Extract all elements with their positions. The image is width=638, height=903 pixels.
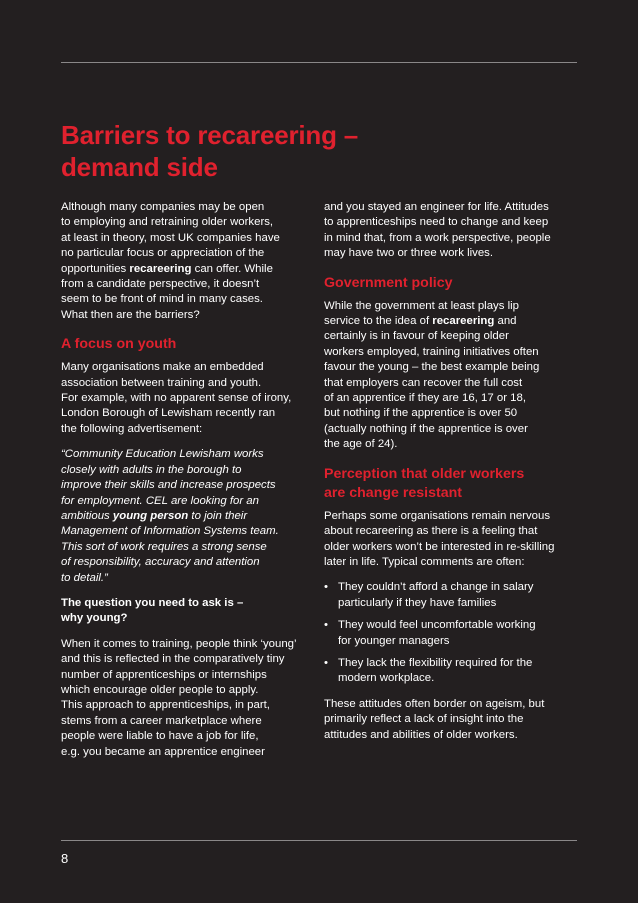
text-line: which encourage older people to apply.	[61, 683, 259, 696]
text-line: For example, with no apparent sense of irony,	[61, 392, 292, 405]
advert-quote	[61, 447, 318, 586]
text-run: service to the idea of	[324, 315, 433, 328]
text-line: seem to be front of mind in many cases.	[61, 293, 263, 306]
text-line	[324, 314, 581, 329]
text-line: attitudes and abilities of older workers.	[324, 728, 518, 741]
text-line: This sort of work requires a strong sense	[61, 540, 267, 553]
text-line: about recareering as there is a feeling that	[324, 525, 538, 538]
text-line: When it comes to training, people think ‘young’	[61, 637, 297, 650]
text-line: They couldn’t afford a change in salary	[338, 581, 534, 594]
title-line: demand side	[61, 152, 218, 182]
page-title	[61, 119, 581, 183]
text-line: What then are the barriers?	[61, 308, 200, 321]
text-line: association between training and youth.	[61, 376, 262, 389]
text-line	[61, 262, 318, 277]
comments-list	[324, 580, 581, 686]
text-line: primarily reflect a lack of insight into the	[324, 713, 524, 726]
text-line: closely with adults in the borough to	[61, 463, 242, 476]
list-item	[324, 580, 581, 611]
bullet-icon: •	[324, 619, 328, 632]
text-line: and this is reflected in the comparatively tiny	[61, 653, 285, 666]
text-line: Although many companies may be open	[61, 201, 265, 213]
text-line: to apprenticeships need to change and keep	[324, 216, 549, 229]
text-run: opportunities	[61, 262, 130, 275]
continued-paragraph	[324, 200, 581, 262]
text-line: in mind that, from a work perspective, people	[324, 231, 551, 244]
text-run: and	[494, 315, 517, 328]
left-column	[61, 200, 318, 770]
text-line: particularly if they have families	[338, 596, 497, 609]
text-line: Perhaps some organisations remain nervous	[324, 509, 551, 522]
text-line: “Community Education Lewisham works	[61, 448, 264, 461]
text-run: to join their	[188, 509, 248, 522]
text-line: stems from a career marketplace where	[61, 714, 262, 727]
text-line: Management of Information Systems team.	[61, 525, 279, 538]
text-line: modern workplace.	[338, 672, 435, 685]
text-run: ambitious	[61, 509, 113, 522]
text-line: to employing and retraining older workers,	[61, 216, 274, 229]
text-line: These attitudes often border on ageism, but	[324, 697, 545, 710]
question-subheading	[61, 596, 318, 627]
intro-paragraph	[61, 200, 318, 323]
title-line: Barriers to recareering –	[61, 120, 359, 150]
text-line: (actually nothing if the apprentice is over	[324, 422, 528, 435]
closing-paragraph	[324, 697, 581, 743]
text-line: and you stayed an engineer for life. Attitudes	[324, 201, 549, 213]
text-line	[61, 509, 318, 524]
emphasis-young-person: young person	[112, 509, 189, 522]
text-line: later in life. Typical comments are often:	[324, 555, 525, 568]
list-item	[324, 618, 581, 649]
youth-paragraph	[61, 360, 318, 437]
text-line: that employers can recover the full cost	[324, 376, 523, 389]
text-line: number of apprenticeships or internships	[61, 668, 267, 681]
text-line: They would feel uncomfortable working	[338, 619, 536, 632]
perception-paragraph	[324, 509, 581, 571]
text-line: The question you need to ask is –	[61, 596, 244, 609]
text-line: favour the young – the best example being	[324, 361, 540, 374]
text-line: to detail.”	[61, 571, 108, 584]
text-line: no particular focus or appreciation of the	[61, 247, 265, 260]
right-column	[324, 200, 581, 753]
heading-line: Perception that older workers	[324, 465, 525, 482]
text-line: for younger managers	[338, 634, 450, 647]
text-line: e.g. you became an apprentice engineer	[61, 745, 265, 758]
text-line: the following advertisement:	[61, 422, 203, 435]
heading-line: are change resistant	[324, 484, 462, 501]
text-line: While the government at least plays lip	[324, 299, 520, 312]
text-line: for employment. CEL are looking for an	[61, 494, 259, 507]
text-line: of an apprentice if they are 16, 17 or 18,	[324, 392, 527, 405]
emphasis-recareering: recareering	[432, 315, 495, 328]
text-run: can offer. While	[191, 262, 273, 275]
training-paragraph	[61, 637, 318, 760]
section-heading-perception	[324, 465, 581, 503]
bottom-rule	[61, 840, 577, 841]
bullet-icon: •	[324, 656, 328, 669]
text-line: the age of 24).	[324, 438, 398, 451]
text-line: why young?	[61, 612, 128, 625]
text-line: at least in theory, most UK companies have	[61, 231, 280, 244]
text-line: from a candidate perspective, it doesn’t	[61, 278, 260, 291]
text-line: certainly is in favour of keeping older	[324, 330, 509, 343]
text-line: people were liable to have a job for life,	[61, 730, 259, 743]
text-line: This approach to apprenticeships, in part,	[61, 699, 270, 712]
text-line: may have two or three work lives.	[324, 247, 494, 260]
government-paragraph	[324, 299, 581, 453]
bullet-icon: •	[324, 581, 328, 594]
section-heading-government-policy: Government policy	[324, 274, 453, 291]
top-rule	[61, 62, 577, 63]
text-line: improve their skills and increase prospects	[61, 479, 276, 492]
text-line: Many organisations make an embedded	[61, 361, 264, 374]
list-item	[324, 656, 581, 687]
text-line: but nothing if the apprentice is over 50	[324, 407, 518, 420]
page-number: 8	[61, 851, 69, 866]
emphasis-recareering: recareering	[129, 262, 192, 275]
text-line: They lack the flexibility required for the	[338, 656, 533, 669]
text-line: of responsibility, accuracy and attention	[61, 556, 260, 569]
section-heading-youth: A focus on youth	[61, 336, 177, 353]
text-line: older workers won’t be interested in re-skilling	[324, 540, 555, 553]
text-line: London Borough of Lewisham recently ran	[61, 407, 276, 420]
text-line: workers employed, training initiatives often	[324, 345, 539, 358]
